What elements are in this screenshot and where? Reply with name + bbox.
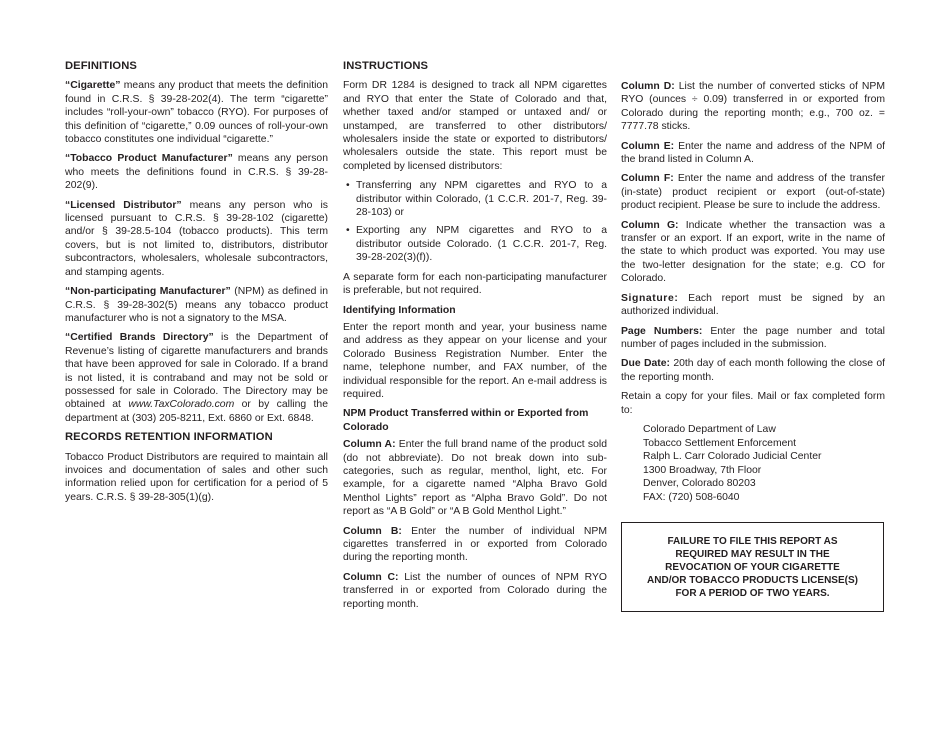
definition-npm: “Non-participating Manufacturer” (NPM) as defined in C.R.S. § 39-28-302(5) means any tobacco product manufacturer who is not a signatory to the MSA.	[65, 286, 328, 324]
list-item: • Transferring any NPM cigarettes and RYO to a distributor within Colorado, (1 C.C.R. 201-7, Reg. 39-28-103) or	[346, 180, 607, 219]
signature-instruction: Signature: Each report must be signed by an authorized individual.	[621, 292, 885, 318]
columns-continued	[621, 80, 885, 505]
column-g-instruction: Column G: Indicate whether the transaction was a transfer or an export. If an export, write in the name of the state to which product was exported. You may use the two-letter designation for the state; e.g. CO for Colorado.	[621, 219, 885, 285]
definition-certified-brands-directory: “Certified Brands Directory” is the Department of Revenue’s listing of cigarette manufacturers and brands that have been approved for sale in Colorado. If a brand is not listed, it is contraband and may not be sold or possessed for sale in Colorado. The Directory may be obtained at www.TaxColorado.com or by calling the department at (303) 205-8211, Ext. 6860 or Ext. 6848.	[65, 332, 328, 424]
definitions-heading: DEFINITIONS	[65, 60, 137, 72]
records-retention-text: Tobacco Product Distributors are required to maintain all invoices and documentation of sales and other such information relied upon for certification for a period of 5 years. C.R.S. § 39-28-305(1)(g).	[65, 451, 328, 503]
retain-copy-note: Retain a copy for your files. Mail or fax completed form to:	[621, 391, 885, 416]
definitions-column	[65, 60, 328, 510]
notice-line: FAILURE TO FILE THIS REPORT AS	[667, 535, 838, 547]
instructions-column	[343, 60, 607, 617]
due-date-instruction: Due Date: 20th day of each month following the close of the reporting month.	[621, 358, 885, 383]
separate-form-note: A separate form for each non-participating manufacturer is preferable, but not required.	[343, 271, 607, 297]
address-line: FAX: (720) 508-6040	[643, 491, 740, 503]
instructions-intro: Form DR 1284 is designed to track all NPM cigarettes and RYO that enter the State of Colorado and that, whether taxed and/or stamped or untaxed and/ or unstamped, are transferred to other distributors/ wholesalers inside the state or exported to distributors/ wholesalers outside the state. This report must be completed by licensed distributors:	[343, 80, 607, 172]
column-b-instruction: Column B: Enter the number of individual NPM cigarettes transferred in or exported from Colorado during the reporting month.	[343, 525, 607, 564]
definition-cigarette: “Cigarette” means any product that meets the definition found in C.R.S. § 39-28-202(4). The term “cigarette” includes “roll-your-own” tobacco (RYO). For purposes of this definition of “cigarette,” 0.09 ounces of roll-your-own tobacco constitutes one individual “cigarette.”	[65, 80, 328, 146]
address-line: Ralph L. Carr Colorado Judicial Center	[643, 451, 822, 463]
notice-line: REVOCATION OF YOUR CIGARETTE	[665, 561, 840, 573]
definition-tobacco-product-manufacturer: “Tobacco Product Manufacturer” means any person who meets the definitions found in C.R.S. § 39-28-202(9).	[65, 153, 328, 192]
mailing-address	[643, 423, 885, 505]
address-line: 1300 Broadway, 7th Floor	[643, 464, 762, 476]
address-line: Colorado Department of Law	[643, 423, 776, 435]
bullet-icon: •	[346, 180, 350, 192]
column-e-instruction: Column E: Enter the name and address of the NPM of the brand listed in Column A.	[621, 140, 886, 166]
column-d-instruction: Column D: List the number of converted sticks of NPM RYO (ounces ÷ 0.09) transferred in or exported from Colorado during the reporting month; e.g., 700 oz. = 7777.78 sticks.	[621, 81, 886, 133]
notice-line: FOR A PERIOD OF TWO YEARS.	[675, 587, 830, 599]
bullet-icon: •	[346, 225, 350, 237]
address-line: Tobacco Settlement Enforcement	[643, 437, 797, 449]
column-c-instruction: Column C: List the number of ounces of NPM RYO transferred in or exported from Colorado during the reporting month.	[343, 571, 607, 610]
column-f-instruction: Column F: Enter the name and address of the transfer (in-state) product recipient or export (out-of-state) product recipient. Please be sure to include the address.	[621, 173, 885, 212]
identifying-info-heading: Identifying Information	[343, 304, 456, 316]
identifying-info-text: Enter the report month and year, your business name and address as they appear on your license and your Colorado Business Registration Number. Enter the name, telephone number, and FAX number, of the individual responsible for the report. An e-mail address is required.	[343, 321, 607, 400]
npm-product-heading: NPM Product Transferred within or Exported from Colorado	[343, 408, 589, 433]
notice-line: AND/OR TOBACCO PRODUCTS LICENSE(S)	[647, 574, 858, 586]
page-numbers-instruction: Page Numbers: Enter the page number and total number of pages included in the submission.	[621, 325, 885, 350]
column-a-instruction: Column A: Enter the full brand name of the product sold (do not abbreviate). Do not break down into sub-categories, such as regular, menthol, light, etc. For example, for a cigarette named “Alpha Bravo Gold Menthol Lights” report as “Alpha Bravo Gold”. Do not report as “A B Gold” or “A B Gold Menthol Light.”	[343, 439, 607, 518]
list-item: • Exporting any NPM cigarettes and RYO to a distributor outside Colorado. (1 C.C.R. 201-7, Reg. 39-28-202(3)(f)).	[346, 225, 607, 264]
failure-to-file-notice	[621, 522, 884, 612]
notice-line: REQUIRED MAY RESULT IN THE	[675, 548, 830, 560]
address-line: Denver, Colorado 80203	[643, 478, 756, 490]
distributor-list	[343, 179, 607, 264]
definition-licensed-distributor: “Licensed Distributor” means any person who is licensed pursuant to C.R.S. § 39-28-102 (cigarette) and/or § 39-28.5-104 (tobacco products). This term covers, but is not limited to, distributors, distributor subcontractors, wholesalers, wholesale subcontractors, and stamping agents.	[65, 199, 328, 278]
records-retention-heading: RECORDS RETENTION INFORMATION	[65, 431, 273, 444]
taxcolorado-link[interactable]: www.TaxColorado.com	[128, 399, 235, 411]
instructions-heading: INSTRUCTIONS	[343, 60, 429, 72]
